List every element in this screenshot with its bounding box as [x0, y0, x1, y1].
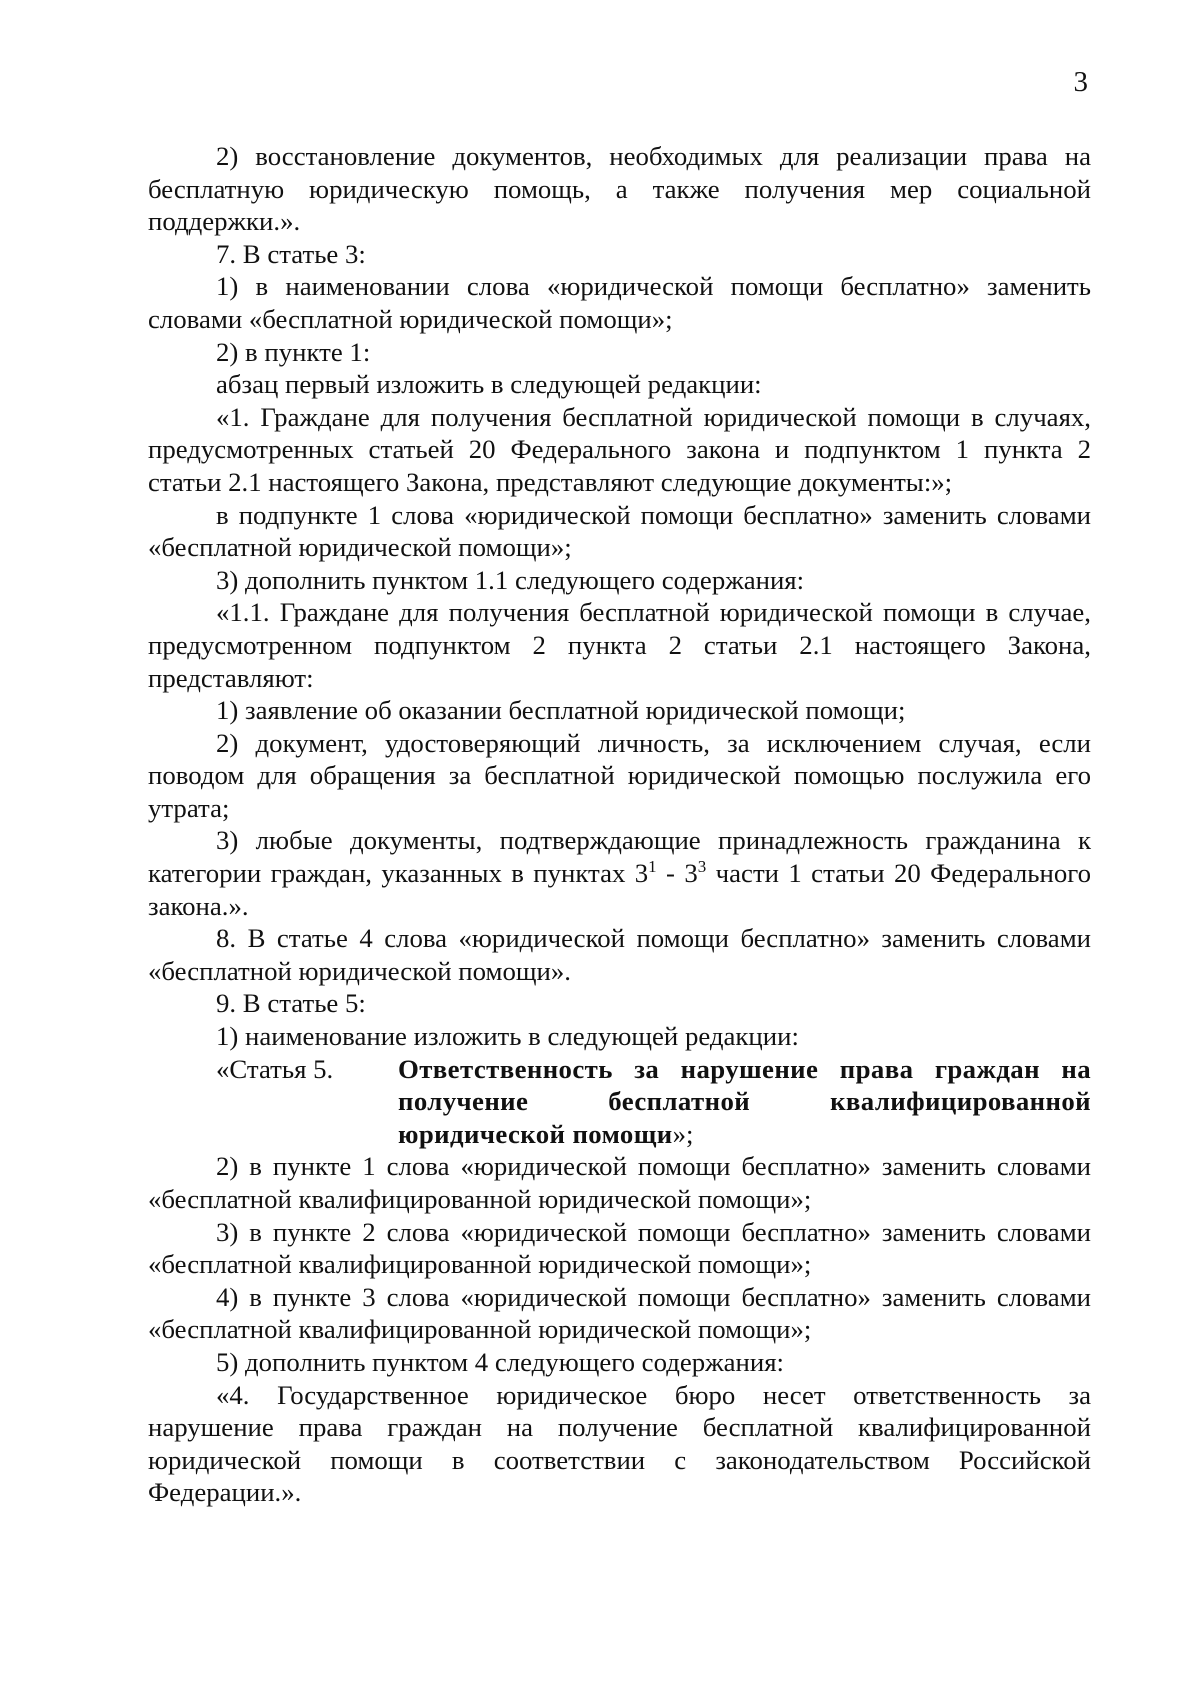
superscript-1: 1	[648, 857, 657, 877]
paragraph-1: 2) восстановление документов, необходимых для реализации права на бесплатную юридическую помощь, а также получения мер социальной поддержки.».	[148, 141, 1091, 237]
paragraph-19: 5) дополнить пунктом 4 следующего содержания:	[216, 1346, 784, 1377]
paragraph-12-text-middle: - 3	[656, 858, 698, 889]
paragraph-15: 1) наименование изложить в следующей редакции:	[216, 1021, 799, 1052]
paragraph-2: 7. В статье 3:	[216, 238, 366, 269]
paragraph-5: абзац первый изложить в следующей редакции:	[216, 369, 762, 400]
paragraph-12	[148, 824, 1091, 922]
paragraph-17: 3) в пункте 2 слова «юридической помощи бесплатно» заменить словами «бесплатной квалифицированной юридической помощи»;	[148, 1216, 1091, 1280]
paragraph-4: 2) в пункте 1:	[216, 336, 371, 367]
article-heading	[148, 1053, 1091, 1151]
article-title-bold: Ответственность за нарушение права граждан на получение бесплатной квалифицированной юридической помощи	[398, 1053, 1091, 1149]
paragraph-14: 9. В статье 5:	[216, 988, 366, 1019]
paragraph-9: «1.1. Граждане для получения бесплатной юридической помощи в случае, предусмотренном подпунктом 2 пункта 2 статьи 2.1 настоящего Закона, представляют:	[148, 597, 1091, 693]
document-body	[148, 140, 1091, 1509]
paragraph-11: 2) документ, удостоверяющий личность, за исключением случая, если поводом для обращения за бесплатной юридической помощью послужила его утрата;	[148, 727, 1091, 823]
paragraph-10: 1) заявление об оказании бесплатной юридической помощи;	[216, 695, 906, 726]
article-title	[398, 1053, 1091, 1151]
paragraph-8: 3) дополнить пунктом 1.1 следующего содержания:	[216, 564, 805, 595]
paragraph-16: 2) в пункте 1 слова «юридической помощи бесплатно» заменить словами «бесплатной квалифицированной юридической помощи»;	[148, 1151, 1091, 1214]
paragraph-20: «4. Государственное юридическое бюро несет ответственность за нарушение права граждан на получение бесплатной квалифицированной юридической помощи в соответствии с законодательством Российской Федерации.».	[148, 1379, 1091, 1508]
paragraph-6: «1. Граждане для получения бесплатной юридической помощи в случаях, предусмотренных статьей 20 Федерального закона и подпунктом 1 пункта 2 статьи 2.1 настоящего Закона, представляют следующие документы:»;	[148, 401, 1091, 497]
paragraph-12-text-before: 3) любые документы, подтверждающие принадлежность гражданина к категории граждан, указанных в пунктах 3	[148, 825, 1091, 889]
superscript-3: 3	[697, 857, 707, 877]
paragraph-12-text-after: части 1 статьи 20 Федерального закона.».	[148, 858, 1091, 921]
article-label: «Статья 5.	[216, 1053, 334, 1084]
page-number: 3	[1073, 66, 1088, 98]
paragraph-7: в подпункте 1 слова «юридической помощи бесплатно» заменить словами «бесплатной юридической помощи»;	[148, 499, 1091, 563]
paragraph-3: 1) в наименовании слова «юридической помощи бесплатно» заменить словами «бесплатной юридической помощи»;	[148, 271, 1091, 334]
article-title-tail: »;	[672, 1118, 694, 1149]
paragraph-18: 4) в пункте 3 слова «юридической помощи бесплатно» заменить словами «бесплатной квалифицированной юридической помощи»;	[148, 1281, 1091, 1345]
paragraph-13: 8. В статье 4 слова «юридической помощи бесплатно» заменить словами «бесплатной юридической помощи».	[148, 923, 1091, 986]
